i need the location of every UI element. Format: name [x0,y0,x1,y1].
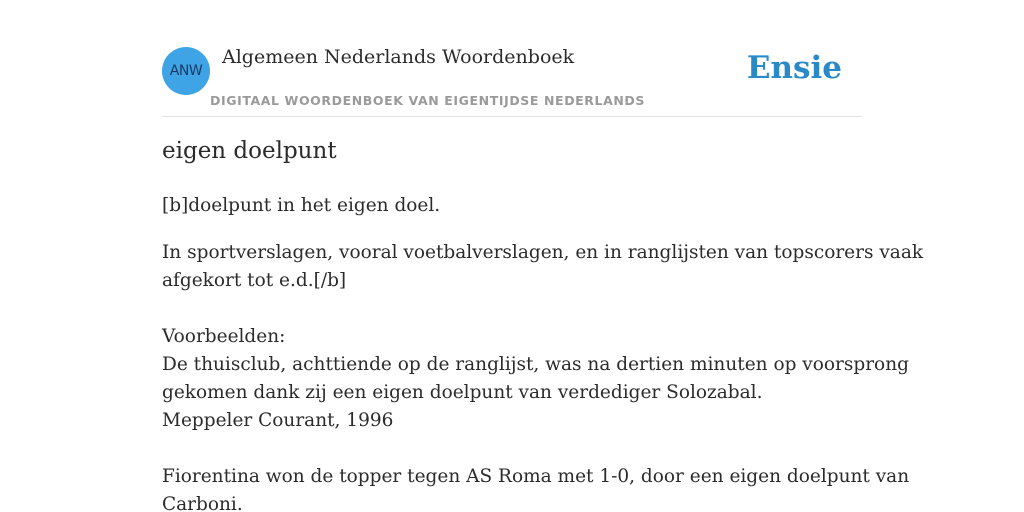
entry-headword: eigen doelpunt [162,138,337,164]
example-line: Fiorentina won de topper tegen AS Roma met 1-0, door een eigen doelpunt van [162,466,910,487]
example-line: gekomen dank zij een eigen doelpunt van verdediger Solozabal. [162,382,763,403]
site-subtitle: DIGITAAL WOORDENBOEK VAN EIGENTIJDSE NEDERLANDS [210,93,646,108]
entry-body [162,239,924,512]
ensie-brand-link[interactable]: Ensie [746,50,842,86]
body-line [162,295,862,323]
example-line: Carboni. [162,494,243,512]
example-line: De thuisclub, achttiende op de ranglijst, was na dertien minuten op voorsprong [162,354,909,375]
page [162,0,924,512]
site-header [162,0,862,117]
entry-definition: [b]doelpunt in het eigen doel. [162,195,441,216]
examples-label: Voorbeelden: [162,326,286,347]
body-line [162,435,862,463]
site-title[interactable]: Algemeen Nederlands Woordenboek [222,46,575,68]
body-line: afgekort tot e.d.[/b] [162,270,347,291]
anw-logo[interactable]: ANW [162,47,210,95]
example-source: Meppeler Courant, 1996 [162,410,394,431]
body-line: In sportverslagen, vooral voetbalverslagen, en in ranglijsten van topscorers vaak [162,242,924,263]
